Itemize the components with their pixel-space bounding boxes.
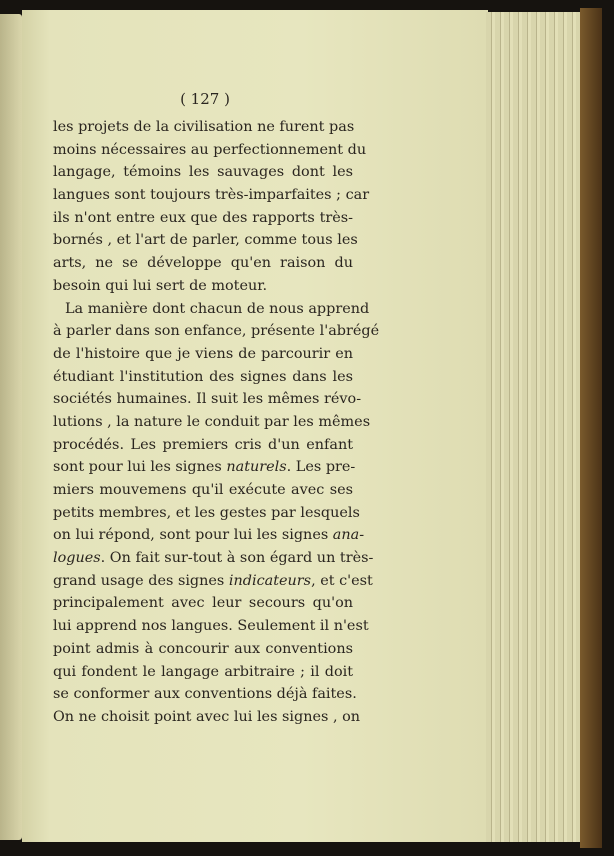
italic-term: ana- (332, 527, 365, 544)
text-segment: qui fondent le langage arbitraire ; il doit (53, 663, 353, 680)
text-line (53, 139, 367, 162)
text-segment: miers mouvemens qu'il exécute avec ses (53, 482, 353, 498)
text-line (53, 524, 365, 547)
text-segment: principalement avec leur secours qu'on (53, 595, 353, 612)
facing-page-edge (0, 14, 22, 840)
text-line (53, 229, 358, 252)
text-line (53, 161, 353, 184)
text-segment: de l'histoire que je viens de parcourir en (53, 345, 353, 362)
text-line (53, 252, 353, 275)
text-line (53, 502, 360, 525)
text-segment: . On fait sur-tout à son égard un très- (100, 550, 374, 567)
text-segment: à parler dans son enfance, présente l'abrégé (53, 323, 380, 340)
text-segment: moins nécessaires au perfectionnement du (53, 141, 367, 158)
text-line (53, 275, 353, 298)
text-line (53, 388, 362, 411)
text-line (53, 592, 353, 615)
text-line (53, 298, 370, 321)
text-line (53, 366, 353, 389)
text-line (53, 184, 370, 207)
text-line (53, 638, 353, 661)
page-number: ( 127 ) (180, 90, 230, 108)
body-text (53, 116, 380, 729)
text-segment: grand usage des signes (53, 572, 229, 589)
text-line (53, 343, 353, 366)
text-line (53, 570, 373, 593)
book-cover-edge (580, 8, 602, 848)
text-line (53, 434, 353, 457)
text-segment: . Les pre- (286, 459, 356, 476)
text-line (53, 320, 380, 343)
text-segment: étudiant l'institution des signes dans les (53, 368, 353, 385)
text-line (53, 116, 353, 139)
italic-term: logues (53, 550, 101, 567)
text-segment: La manière dont chacun de nous apprend (65, 300, 370, 317)
text-segment: petits membres, et les gestes par lesquels (53, 504, 360, 521)
text-segment: arts, ne se développe qu'en raison du (53, 255, 353, 272)
text-line (53, 706, 361, 729)
text-segment: on lui répond, sont pour lui les signes (53, 527, 333, 544)
text-segment: bornés , et l'art de parler, comme tous les (53, 232, 358, 249)
text-line (53, 207, 353, 230)
text-segment: On ne choisit point avec lui les signes , on (53, 708, 361, 725)
text-line (53, 661, 353, 684)
text-segment: point admis à concourir aux conventions (53, 640, 353, 657)
text-line (53, 479, 353, 502)
text-line (53, 683, 357, 706)
text-segment: procédés. Les premiers cris d'un enfant (53, 436, 353, 453)
text-segment: ils n'ont entre eux que des rapports très- (53, 209, 353, 226)
text-segment: langues sont toujours très-imparfaites ; car (53, 187, 370, 204)
text-segment: besoin qui lui sert de moteur. (53, 277, 268, 294)
text-segment: sociétés humaines. Il suit les mêmes révo- (53, 391, 362, 408)
italic-term: indicateurs (228, 572, 312, 589)
text-segment: se conformer aux conventions déjà faites. (53, 686, 357, 703)
text-segment: langage, témoins les sauvages dont les (53, 164, 353, 181)
text-line (53, 615, 369, 638)
italic-term: naturels (226, 459, 287, 476)
text-segment: lui apprend nos langues. Seulement il n'est (53, 618, 369, 635)
text-segment: sont pour lui les signes (53, 459, 227, 476)
text-segment: , et c'est (311, 572, 373, 589)
text-line (53, 411, 371, 434)
text-segment: lutions , la nature le conduit par les mêmes (53, 413, 371, 430)
text-segment: les projets de la civilisation ne furent pas (53, 119, 355, 135)
text-line (53, 547, 374, 570)
text-line (53, 456, 356, 479)
